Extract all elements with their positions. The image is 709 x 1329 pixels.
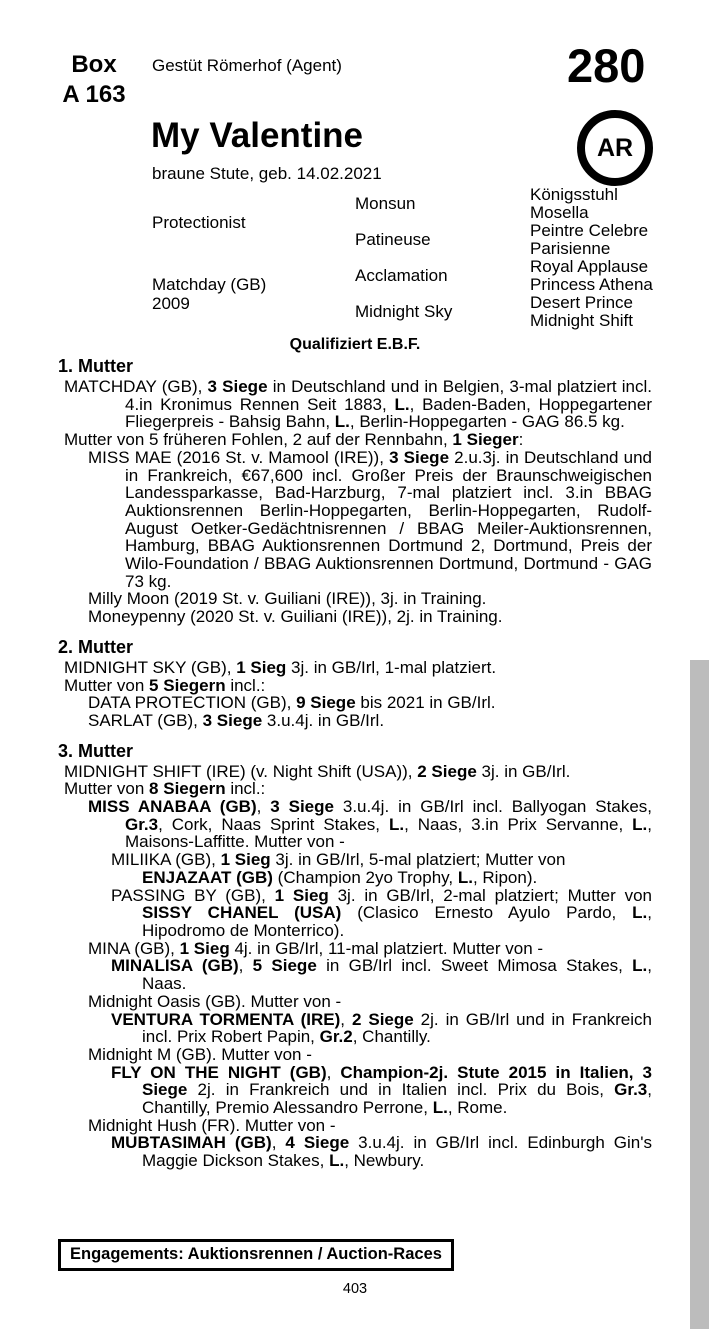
dam-race-record: MIDNIGHT SKY (GB), 1 Sieg 3j. in GB/Irl, 1-mal platziert. — [64, 657, 497, 677]
gen3-name: Peintre Celebre — [530, 221, 649, 240]
gen3-name: Royal Applause — [530, 257, 649, 276]
pedigree-generation-2 — [355, 186, 527, 330]
produce-line: MISS ANABAA (GB), 3 Siege 3.u.4j. in GB/Irl incl. Ballyogan Stakes, Gr.3, Cork, Naas Sprint Stakes, L., Naas, 3.in Prix Servanne, L., Maisons-Laffitte. Mutter von - — [88, 797, 653, 852]
horse-name: My Valentine — [151, 116, 364, 155]
gen2-name: Monsun — [355, 194, 416, 213]
produce-line: FLY ON THE NIGHT (GB), Champion-2j. Stute 2015 in Italien, 3 Siege 2j. in Frankreich und in Italien incl. Prix du Bois, Gr.3, Chantilly, Premio Alessandro Perrone, L., Rome. — [111, 1062, 652, 1118]
brand-mark-icon — [577, 110, 653, 186]
thumb-index-tab — [690, 660, 709, 1329]
gen3-name: Königsstuhl — [530, 185, 618, 204]
produce-line: MINALISA (GB), 5 Siege in GB/Irl incl. Sweet Mimosa Stakes, L., Naas. — [111, 956, 653, 994]
produce-line: MISS MAE (2016 St. v. Mamool (IRE)), 3 Siege 2.u.3j. in Deutschland und in Frankreich, €67,600 incl. Großer Preis der Braunschweigischen Landessparkasse, Bad-Harzburg, 7-mal platziert incl. 3.in BBAG Auktionsrennen Berlin-Hoppegarten, Berlin-Hoppegarten, Rudolf-August Oetker-Gedächtnisrennen / BBAG Meiler-Auktionsrennen, Hamburg, BBAG Auktionsrennen Dortmund 2, Dortmund, Preis der Wilo-Foundation / BBAG Auktionsrennen Dortmund, Dortmund - GAG 73 kg. — [88, 447, 652, 591]
produce-line: Midnight Hush (FR). Mutter von - — [88, 1115, 336, 1135]
section-heading: 1. Mutter — [58, 356, 134, 376]
gen3-name: Princess Athena — [530, 275, 653, 294]
sire-cell — [152, 186, 352, 258]
pedigree-table — [152, 186, 652, 332]
dam-produce-summary: Mutter von 5 Siegern incl.: — [64, 675, 266, 695]
section-third-dam — [58, 742, 652, 1170]
box-label: Box — [71, 51, 117, 78]
produce-line: DATA PROTECTION (GB), 9 Siege bis 2021 in GB/Irl. — [88, 693, 496, 713]
section-first-dam — [58, 357, 652, 626]
lot-number: 280 — [567, 39, 646, 92]
gen3-name: Mosella — [530, 203, 589, 222]
consignor-name: Gestüt Römerhof (Agent) — [152, 56, 342, 75]
sire-name: Protectionist — [152, 212, 246, 232]
gen3-name: Midnight Shift — [530, 311, 633, 330]
produce-line: MINA (GB), 1 Sieg 4j. in GB/Irl, 11-mal platziert. Mutter von - — [88, 938, 544, 958]
pedigree-generation-1 — [152, 186, 352, 330]
dam-year: 2009 — [152, 294, 190, 313]
dam-cell — [152, 258, 352, 330]
produce-line: SARLAT (GB), 3 Siege 3.u.4j. in GB/Irl. — [88, 710, 385, 730]
produce-line: Midnight Oasis (GB). Mutter von - — [88, 991, 342, 1011]
gen2-name: Acclamation — [355, 266, 448, 285]
pedigree-generation-3 — [530, 186, 660, 330]
produce-line: MILIIKA (GB), 1 Sieg 3j. in GB/Irl, 5-mal platziert; Mutter von — [111, 850, 566, 870]
ebf-qualification: Qualifiziert E.B.F. — [289, 336, 421, 353]
dam-name: Matchday (GB) — [152, 275, 267, 294]
page-number: 403 — [342, 1281, 368, 1297]
horse-details: braune Stute, geb. 14.02.2021 — [152, 164, 382, 183]
box-stall — [56, 50, 132, 110]
engagements-label: Engagements: Auktionsrennen / Auction-Races — [70, 1245, 442, 1263]
dam-race-record: MIDNIGHT SHIFT (IRE) (v. Night Shift (USA)), 2 Siege 3j. in GB/Irl. — [64, 761, 571, 781]
section-second-dam — [58, 638, 652, 730]
gen3-name: Desert Prince — [530, 293, 633, 312]
gen2-name: Patineuse — [355, 230, 431, 249]
gen3-name: Parisienne — [530, 239, 611, 258]
produce-line: Moneypenny (2020 St. v. Guiliani (IRE)), 2j. in Training. — [88, 607, 503, 627]
produce-line: VENTURA TORMENTA (IRE), 2 Siege 2j. in GB/Irl und in Frankreich incl. Prix Robert Papin, Gr.2, Chantilly. — [111, 1009, 652, 1047]
dam-race-record: MATCHDAY (GB), 3 Siege in Deutschland und in Belgien, 3-mal platziert incl. 4.in Kronimus Rennen Seit 1883, L., Baden-Baden, Hoppegartener Fliegerpreis - Bahsig Bahn, L., Berlin-Hoppegarten - GAG 86.5 kg. — [64, 377, 652, 432]
produce-line: Milly Moon (2019 St. v. Guiliani (IRE)), 3j. in Training. — [88, 589, 487, 609]
gen2-name: Midnight Sky — [355, 302, 453, 321]
produce-line: PASSING BY (GB), 1 Sieg 3j. in GB/Irl, 2-mal platziert; Mutter von SISSY CHANEL (USA) (Clasico Ernesto Ayulo Pardo, L., Hipodromo de Monterrico). — [111, 885, 652, 940]
section-heading: 3. Mutter — [58, 740, 134, 761]
produce-line: MUBTASIMAH (GB), 4 Siege 3.u.4j. in GB/Irl incl. Edinburgh Gin's Maggie Dickson Stakes, L., Newbury. — [111, 1133, 652, 1171]
section-heading: 2. Mutter — [58, 636, 134, 657]
dam-produce-summary: Mutter von 5 früheren Fohlen, 2 auf der Rennbahn, 1 Sieger: — [64, 430, 524, 450]
produce-line: ENJAZAAT (GB) (Champion 2yo Trophy, L., Ripon). — [142, 867, 538, 887]
produce-line: Midnight M (GB). Mutter von - — [88, 1044, 312, 1064]
dam-produce-summary: Mutter von 8 Siegern incl.: — [64, 779, 266, 799]
brand-initials: AR — [596, 133, 634, 162]
box-number: A 163 — [62, 81, 126, 108]
engagements-box — [58, 1239, 454, 1271]
pedigree-text — [58, 357, 652, 1170]
